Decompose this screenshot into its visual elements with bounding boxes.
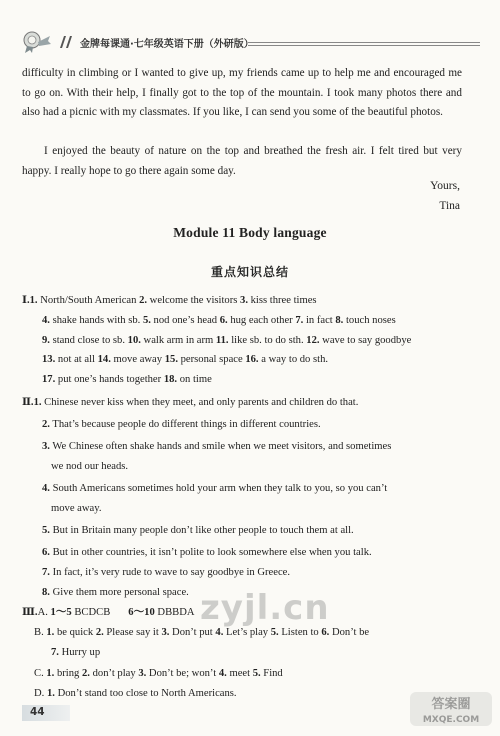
part1-line-2: 4. shake hands with sb. 5. nod one’s head 6. hug each other 7. in fact 8. touch noses xyxy=(42,315,396,326)
page-header xyxy=(22,30,480,54)
part3-b-line-1: B. 1. be quick 2. Please say it 3. Don’t put 4. Let’s play 5. Listen to 6. Don’t be xyxy=(34,627,370,638)
part3-a-answers: Ⅲ.A. 1～5 BCDCB 6～10 DBBDA xyxy=(22,607,195,618)
header-slash-decoration xyxy=(56,36,76,48)
part2-item-8: 8. Give them more personal space. xyxy=(42,587,189,598)
part2-item-3: 3. We Chinese often shake hands and smile when we meet visitors, and sometimes xyxy=(42,441,392,452)
part2-item-3-cont: we nod our heads. xyxy=(51,461,129,472)
part2-item-7: 7. In fact, it’s very rude to wave to say goodbye in Greece. xyxy=(42,567,290,578)
part2-item-2: 2. That’s because people do different things in different countries. xyxy=(42,419,321,430)
passage-paragraph-1: difficulty in climbing or I wanted to give up, my friends came up to help me and encouraged me to go on. With their help, I finally got to the top of the mountain. I took many photos there and also had a picnic with my classmates. If you like, I can send you some of the beautiful photos. xyxy=(22,67,462,119)
corner-watermark-logo xyxy=(408,688,494,730)
part2-item-4-cont: move away. xyxy=(51,503,102,514)
book-title: 金牌每课通·七年级英语下册（外研版） xyxy=(80,39,254,50)
part1-line-4: 13. not at all 14. move away 15. personal space 16. a way to do sth. xyxy=(42,354,329,365)
letter-signature: Tina xyxy=(439,200,460,212)
part2-item-5: 5. But in Britain many people don’t like other people to touch them at all. xyxy=(42,525,354,536)
part2-numeral: Ⅱ. xyxy=(22,397,34,408)
section-title: 重点知识总结 xyxy=(210,265,289,279)
svg-text:MXQE.COM: MXQE.COM xyxy=(422,715,480,725)
part1-numeral: Ⅰ. xyxy=(22,295,30,306)
part2-item-6: 6. But in other countries, it isn’t polite to look somewhere else when you talk. xyxy=(42,547,372,558)
letter-closing: Yours, xyxy=(430,180,460,192)
header-rule xyxy=(248,42,480,46)
site-watermark: zyjl.cn xyxy=(200,588,330,628)
part1-line-1: Ⅰ.1. North/South American 2. welcome the visitors 3. kiss three times xyxy=(22,295,317,306)
svg-text:答案圈: 答案圈 xyxy=(431,697,471,712)
part3-c-line: C. 1. bring 2. don’t play 3. Don’t be; won’t 4. meet 5. Find xyxy=(34,668,283,679)
part3-b-line-2: 7. Hurry up xyxy=(51,647,101,658)
part2-item-1: Ⅱ.1. Chinese never kiss when they meet, and only parents and children do that. xyxy=(22,397,359,408)
page-number-tab xyxy=(22,705,70,721)
page-number: 44 xyxy=(30,706,45,718)
part1-line-5: 17. put one’s hands together 18. on time xyxy=(42,374,212,385)
passage-paragraph-2: I enjoyed the beauty of nature on the top and breathed the fresh air. I felt tired but very happy. I really hope to go there again some day. xyxy=(22,145,462,177)
part3-d-line: D. 1. Don’t stand too close to North Americans. xyxy=(34,688,237,699)
part3-numeral: Ⅲ. xyxy=(22,607,38,618)
module-title: Module 11 Body language xyxy=(173,225,327,240)
part2-item-4: 4. South Americans sometimes hold your arm when they talk to you, so you can’t xyxy=(42,483,388,494)
part1-line-3: 9. stand close to sb. 10. walk arm in arm 11. like sb. to do sth. 12. wave to say goodbye xyxy=(42,335,412,346)
award-ribbon-icon xyxy=(22,30,52,54)
